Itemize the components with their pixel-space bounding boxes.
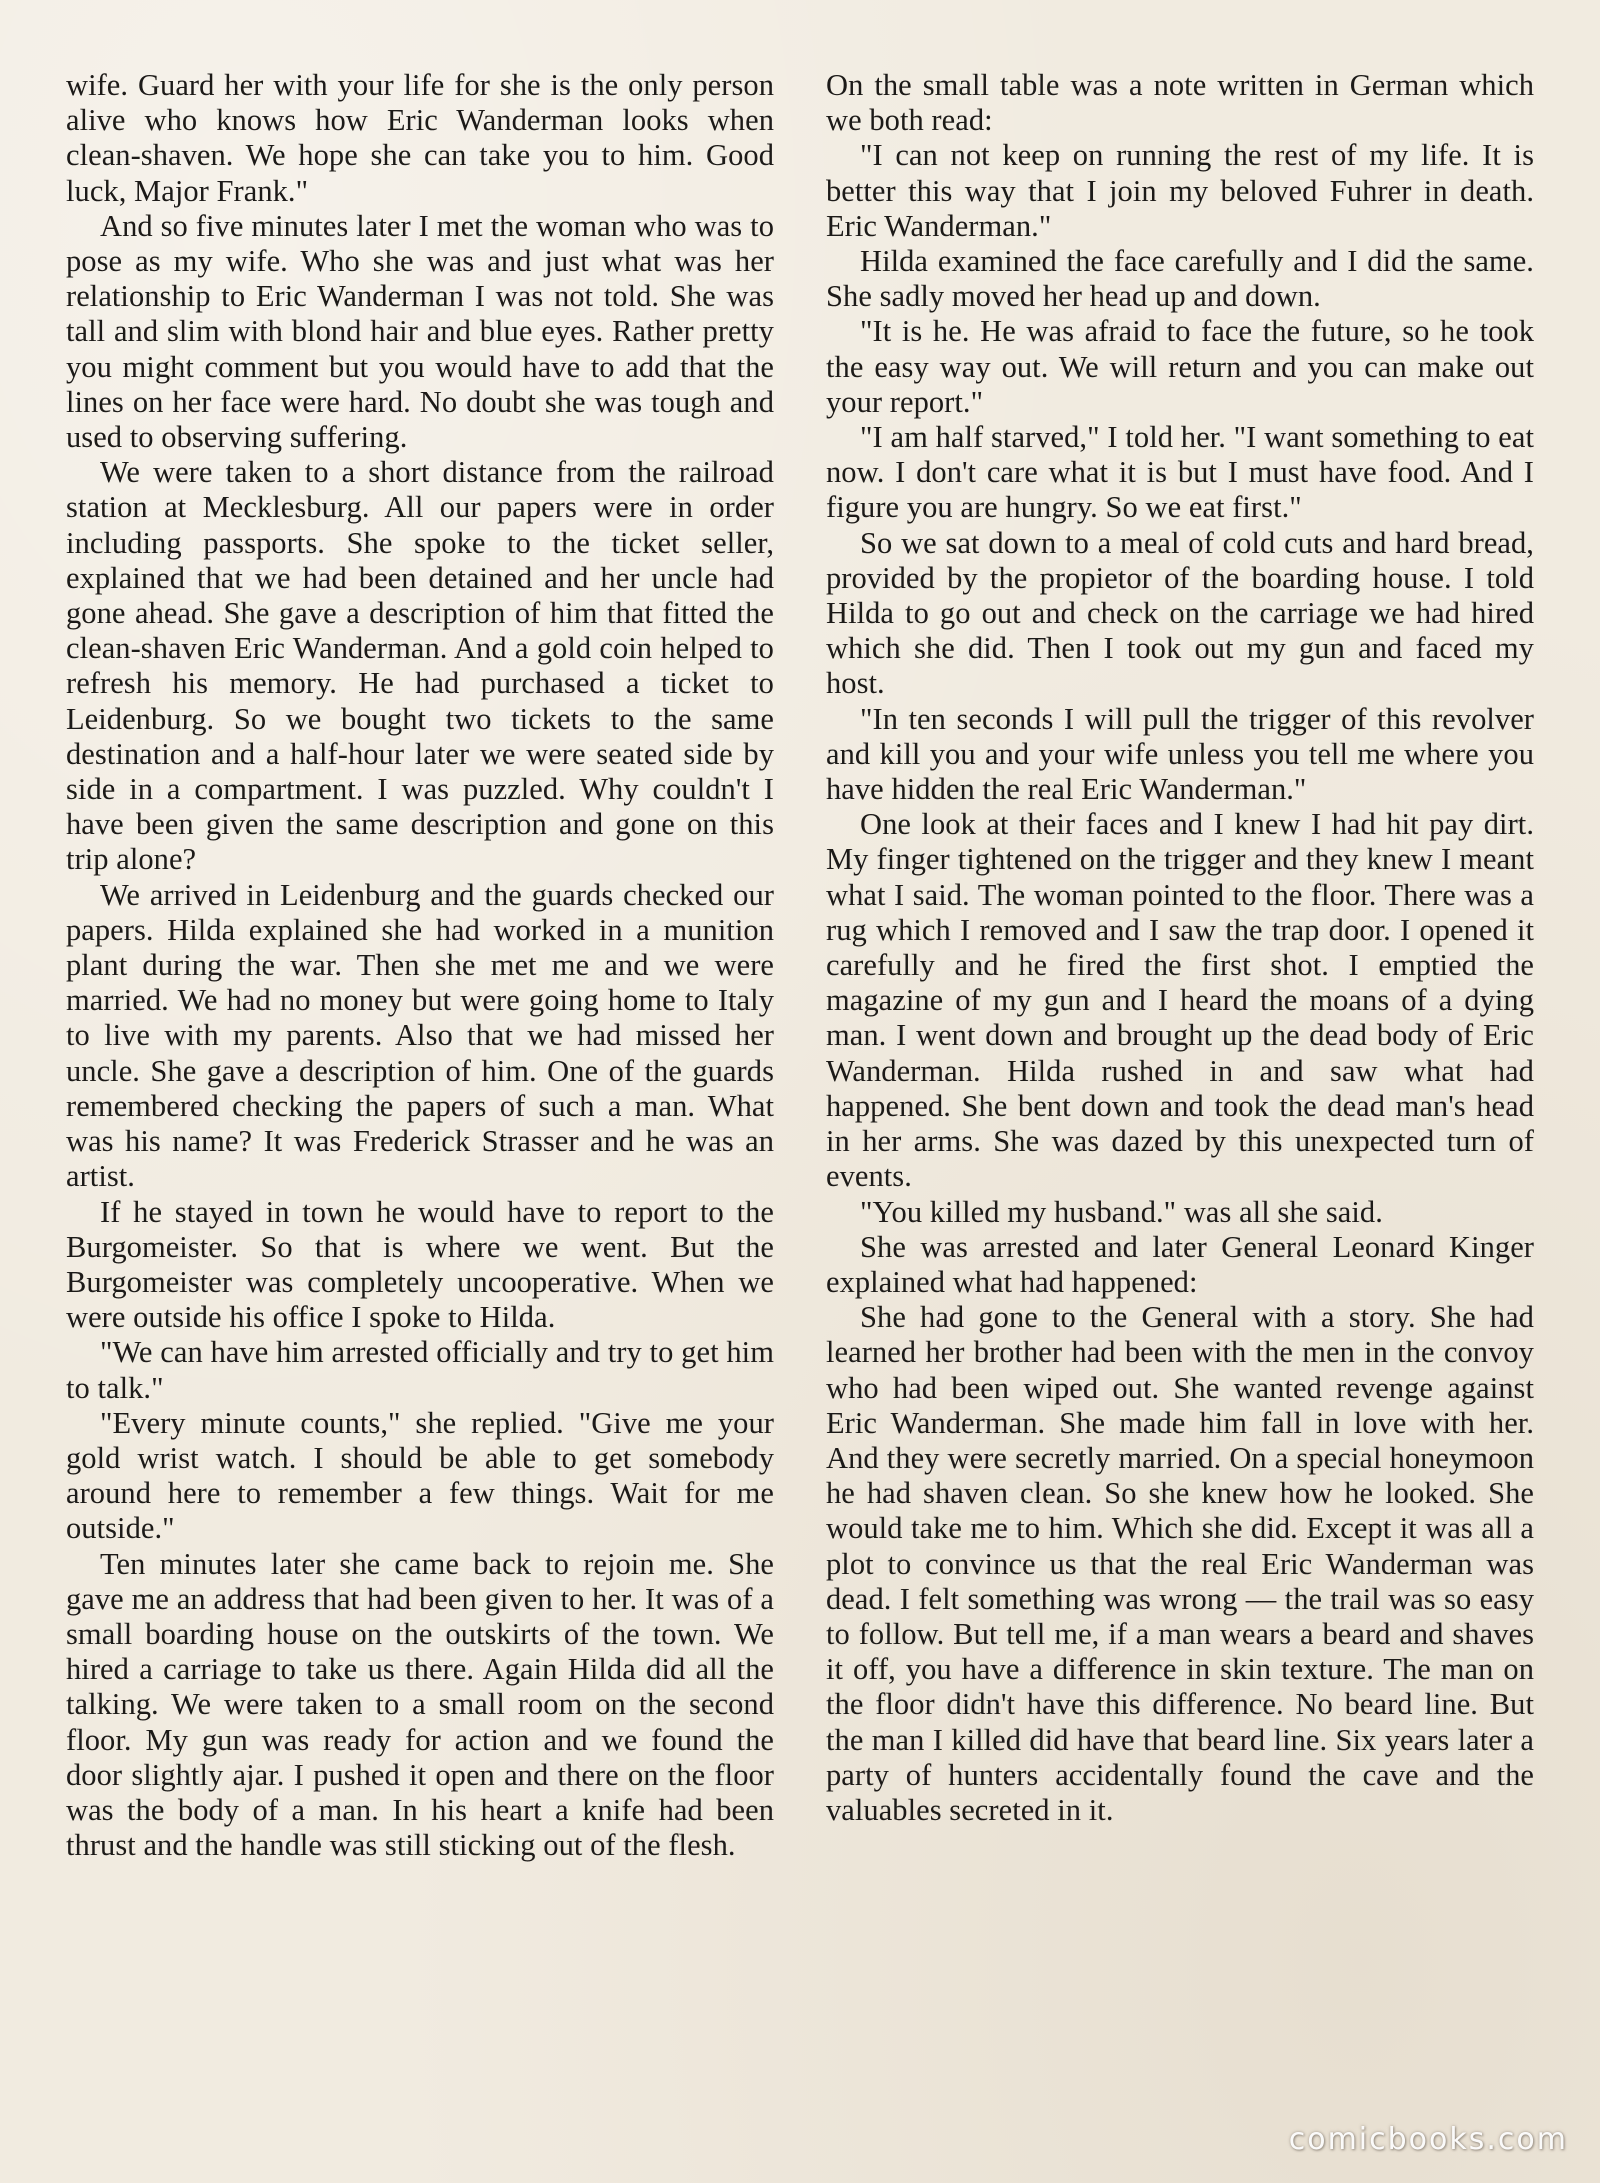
paragraph: We arrived in Leidenburg and the guards checked our papers. Hilda explained she had worked in a munition plant during the war. Then she met me and we were married. We had no money but were going home to Italy to live with my parents. Also that we had missed her uncle. She gave a description of him. One of the guards remembered checking the papers of such a man. What was his name? It was Frederick Strasser and he was an artist. <box>66 877 774 1194</box>
right-text-column <box>826 68 1534 1828</box>
paragraph: One look at their faces and I knew I had hit pay dirt. My finger tightened on the trigger and they knew I meant what I said. The woman pointed to the floor. There was a rug which I removed and I saw the trap door. I opened it carefully and he fired the first shot. I emptied the magazine of my gun and I heard the moans of a dying man. I went down and brought up the dead body of Eric Wanderman. Hilda rushed in and saw what had happened. She bent down and took the dead man's head in her arms. She was dazed by this unexpected turn of events. <box>826 807 1534 1194</box>
paragraph: Ten minutes later she came back to rejoin me. She gave me an address that had been given to her. It was of a small boarding house on the outskirts of the town. We hired a carriage to take us there. Again Hilda did all the talking. We were taken to a small room on the second floor. My gun was ready for action and we found the door slightly ajar. I pushed it open and there on the floor was the body of a man. In his heart a knife had been thrust and the handle was still sticking out of the flesh. <box>66 1546 774 1863</box>
left-text-column <box>66 68 774 1863</box>
paragraph: wife. Guard her with your life for she is the only person alive who knows how Eric Wanderman looks when clean-shaven. We hope she can take you to him. Good luck, Major Frank." <box>66 68 774 208</box>
paragraph: "I am half starved," I told her. "I want something to eat now. I don't care what it is but I must have food. And I figure you are hungry. So we eat first." <box>826 420 1534 525</box>
paragraph: Hilda examined the face carefully and I did the same. She sadly moved her head up and down. <box>826 244 1534 314</box>
paragraph: On the small table was a note written in German which we both read: <box>826 68 1534 138</box>
paragraph: So we sat down to a meal of cold cuts and hard bread, provided by the propietor of the boarding house. I told Hilda to go out and check on the carriage we had hired which she did. Then I took out my gun and faced my host. <box>826 525 1534 701</box>
paragraph: And so five minutes later I met the woman who was to pose as my wife. Who she was and just what was her relationship to Eric Wanderman I was not told. She was tall and slim with blond hair and blue eyes. Rather pretty you might comment but you would have to add that the lines on her face were hard. No doubt she was tough and used to observing suffering. <box>66 208 774 455</box>
paragraph: "Every minute counts," she replied. "Give me your gold wrist watch. I should be able to get somebody around here to remember a few things. Wait for me outside." <box>66 1405 774 1546</box>
site-watermark: comicbooks.com <box>1288 2122 1568 2157</box>
paragraph: "You killed my husband." was all she said. <box>860 1194 1383 1229</box>
paragraph: "I can not keep on running the rest of my life. It is better this way that I join my beloved Fuhrer in death. Eric Wanderman." <box>826 138 1534 243</box>
paragraph: If he stayed in town he would have to report to the Burgomeister. So that is where we went. But the Burgomeister was completely uncooperative. When we were outside his office I spoke to Hilda. <box>66 1194 774 1335</box>
paragraph: "In ten seconds I will pull the trigger of this revolver and kill you and your wife unless you tell me where you have hidden the real Eric Wanderman." <box>826 701 1534 807</box>
paragraph: "We can have him arrested officially and try to get him to talk." <box>66 1335 774 1405</box>
paragraph: "It is he. He was afraid to face the future, so he took the easy way out. We will return and you can make out your report." <box>826 314 1534 419</box>
paragraph: She had gone to the General with a story. She had learned her brother had been with the men in the convoy who had been wiped out. She wanted revenge against Eric Wanderman. She made him fall in love with her. And they were secretly married. On a special honeymoon he had shaven clean. So she knew how he looked. She would take me to him. Which she did. Except it was all a plot to convince us that the real Eric Wanderman was dead. I felt something was wrong — the trail was so easy to follow. But tell me, if a man wears a beard and shaves it off, you have a difference in skin texture. The man on the floor didn't have this difference. No beard line. But the man I killed did have that beard line. Six years later a party of hunters accidentally found the cave and the valuables secreted in it. <box>826 1300 1534 1827</box>
paragraph: She was arrested and later General Leonard Kinger explained what had happened: <box>826 1229 1534 1299</box>
paragraph: We were taken to a short distance from the railroad station at Mecklesburg. All our papers were in order including passports. She spoke to the ticket seller, explained that we had been detained and her uncle had gone ahead. She gave a description of him that fitted the clean-shaven Eric Wanderman. And a gold coin helped to refresh his memory. He had purchased a ticket to Leidenburg. So we bought two tickets to the same destination and a half-hour later we were seated side by side in a compartment. I was puzzled. Why couldn't I have been given the same description and gone on this trip alone? <box>66 455 774 877</box>
